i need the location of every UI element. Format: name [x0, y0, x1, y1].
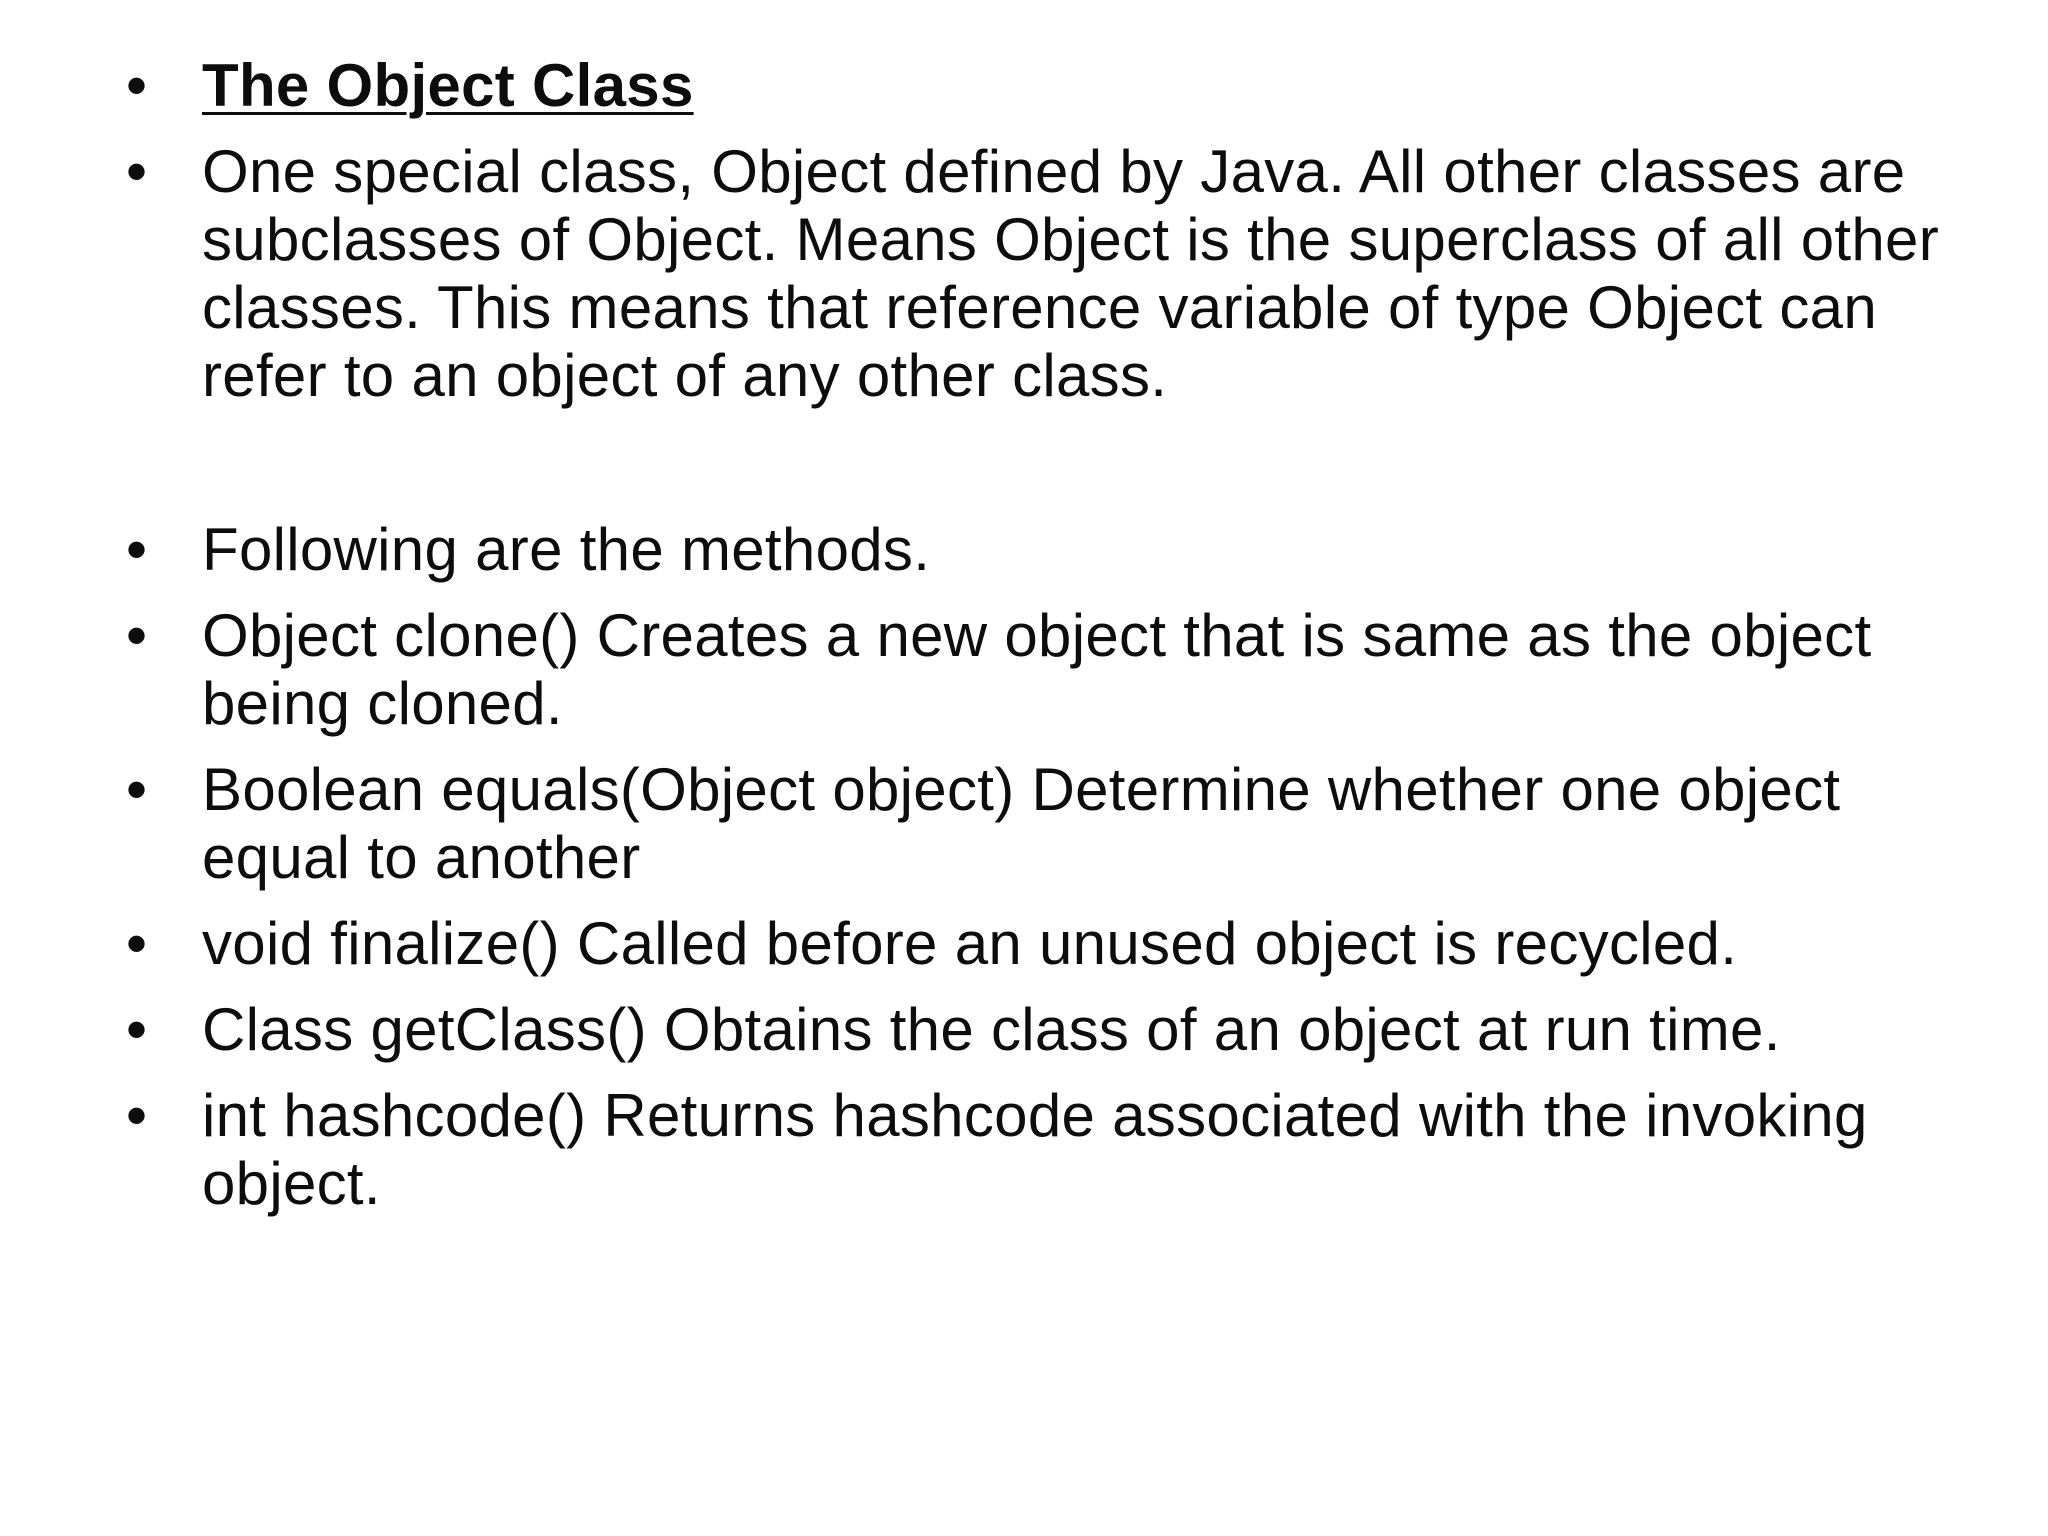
- bullet-icon: •: [126, 602, 148, 669]
- bullet-icon: •: [126, 756, 148, 823]
- bullet-icon: •: [126, 996, 148, 1063]
- bullet-icon: •: [126, 138, 148, 205]
- bullet-icon: •: [126, 910, 148, 977]
- bullet-icon: •: [126, 1082, 148, 1149]
- bullet-list: [120, 52, 2000, 1236]
- bullet-getclass: [120, 996, 2000, 1064]
- bullet-object-description: [120, 138, 2000, 410]
- bullet-text: int hashcode() Returns hashcode associated with the invoking object.: [202, 1082, 1868, 1217]
- bullet-text: Boolean equals(Object object) Determine whether one object equal to another: [202, 756, 1841, 891]
- bullet-equals: [120, 756, 2000, 892]
- bullet-heading: [120, 52, 2000, 120]
- bullet-clone: [120, 602, 2000, 738]
- bullet-icon: •: [126, 52, 148, 119]
- slide-title: The Object Class: [202, 52, 694, 119]
- bullet-text: One special class, Object defined by Java. All other classes are subclasses of Object. Means Object is the superclass of all other classes. This means that reference variable of type Object can refer to an object of any other class.: [202, 138, 1939, 409]
- bullet-finalize: [120, 910, 2000, 978]
- bullet-hashcode: [120, 1082, 2000, 1218]
- bullet-methods-intro: [120, 516, 2000, 584]
- bullet-text: Object clone() Creates a new object that is same as the object being cloned.: [202, 602, 1872, 737]
- bullet-text: void finalize() Called before an unused object is recycled.: [202, 910, 1738, 977]
- bullet-text: Following are the methods.: [202, 516, 931, 583]
- bullet-icon: •: [126, 516, 148, 583]
- bullet-text: Class getClass() Obtains the class of an object at run time.: [202, 996, 1781, 1063]
